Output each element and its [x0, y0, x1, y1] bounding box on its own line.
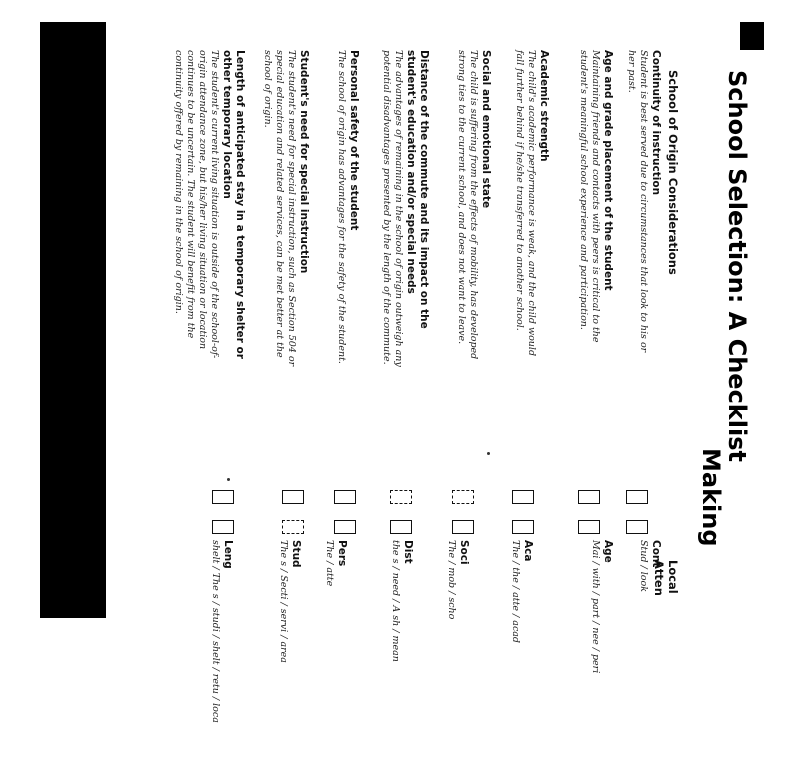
scan-speck — [487, 452, 490, 455]
checklist-item — [380, 50, 430, 370]
checklist-item — [277, 540, 302, 663]
checkbox-age-grade[interactable] — [578, 490, 600, 504]
item-title: Age and grade placement of the student — [602, 50, 614, 291]
checkbox-local-temporary[interactable] — [212, 520, 234, 534]
scan-shadow-bar — [40, 22, 106, 618]
item-description: The advantages of remaining in the school of origin outweigh any potential disadvantages presented by the length of the commute. — [381, 50, 404, 367]
item-description: Mai / with / part / nee / peri — [590, 540, 601, 674]
checklist-item — [577, 50, 614, 370]
checkbox-continuity[interactable] — [626, 490, 648, 504]
item-description: The / atte — [324, 540, 335, 587]
item-title: Distance of the commute and its impact on the student's education and/or special needs — [405, 50, 430, 329]
item-title: Academic strength — [538, 50, 550, 162]
checkbox-local-continuity[interactable] — [626, 520, 648, 534]
title-line-1: School Selection: A Checklist — [723, 70, 751, 462]
checklist-item — [625, 50, 662, 370]
checklist-item — [637, 540, 662, 630]
item-description: The / the / atte / acad — [510, 540, 521, 644]
item-description: the s / need / A sh / mean — [390, 540, 401, 662]
item-description: Maintaining friends and contacts with peers is critical to the student's meaningful school experience and participation. — [578, 50, 601, 343]
checklist-item — [509, 540, 534, 644]
item-title: Aca — [522, 540, 534, 562]
checkbox-local-safety[interactable] — [334, 520, 356, 534]
local-attendance-heading: Local Atten — [652, 560, 680, 596]
checklist-item — [445, 540, 470, 630]
checklist-item — [261, 50, 310, 370]
checklist-item — [455, 50, 492, 370]
item-description: The / mob / scho — [446, 540, 457, 620]
item-description: Stud / look — [638, 540, 649, 592]
item-title: Stud — [290, 540, 302, 568]
checkbox-temporary-stay[interactable] — [212, 490, 234, 504]
checkbox-local-academic[interactable] — [512, 520, 534, 534]
checklist-item — [389, 540, 414, 662]
item-title: Continuity of instruction — [650, 50, 662, 196]
title-line-2: Making — [697, 448, 725, 547]
scan-speck — [227, 478, 230, 481]
checkbox-academic[interactable] — [512, 490, 534, 504]
checkbox-local-special[interactable] — [282, 520, 304, 534]
checkbox-local-social[interactable] — [452, 520, 474, 534]
checklist-item — [513, 50, 550, 370]
checklist-item — [172, 50, 246, 370]
checkbox-commute[interactable] — [390, 490, 412, 504]
item-title: Soci — [458, 540, 470, 565]
checkbox-special-instruction[interactable] — [282, 490, 304, 504]
item-description: The child is suffering from the effects of mobility, has developed strong ties to the current school, and does not want to leave. — [456, 50, 479, 360]
item-title: Age — [602, 540, 614, 563]
item-title: Personal safety of the student — [348, 50, 360, 231]
item-description: The school of origin has advantages for the safety of the student. — [336, 50, 347, 364]
item-description: shelt / The s / studi / shelt / retu / loca — [210, 540, 221, 723]
checkbox-social-emotional[interactable] — [452, 490, 474, 504]
item-description: The s / Secti / servi / area — [278, 540, 289, 663]
item-title: Student's need for special instruction — [298, 50, 310, 274]
item-title: Pers — [336, 540, 348, 567]
checklist-item — [323, 540, 348, 630]
item-description: The child's academic performance is weak, and the child would fall further behind if he/she transferred to another school. — [514, 50, 537, 357]
item-title: Leng — [222, 540, 234, 569]
item-title: Dist — [402, 540, 414, 564]
checkbox-local-age-grade[interactable] — [578, 520, 600, 534]
item-title: Length of anticipated stay in a temporary shelter or other temporary location — [221, 50, 246, 359]
checklist-page — [120, 40, 760, 723]
checklist-item — [589, 540, 614, 674]
rotated-page-frame — [120, 40, 760, 723]
checkbox-local-commute[interactable] — [390, 520, 412, 534]
item-title: Cont — [650, 540, 662, 568]
checkbox-personal-safety[interactable] — [334, 490, 356, 504]
item-description: The student's current living situation is outside of the school-of-origin attendance zone, but his/her living situation or location continues to be uncertain. The student will benefit from the continuity offered by remaining in the school of origin. — [173, 50, 220, 359]
checklist-item — [335, 50, 360, 370]
item-description: The student's need for special instruction, such as Section 504 or special education and related services, can be met better at the school of origin. — [262, 50, 297, 367]
checklist-item — [209, 540, 234, 723]
page-title — [698, 70, 750, 770]
school-of-origin-heading: School of Origin Considerations — [666, 70, 680, 275]
item-description: Student is best served due to circumstances that look to his or her past. — [626, 50, 649, 353]
item-title: Social and emotional state — [480, 50, 492, 209]
